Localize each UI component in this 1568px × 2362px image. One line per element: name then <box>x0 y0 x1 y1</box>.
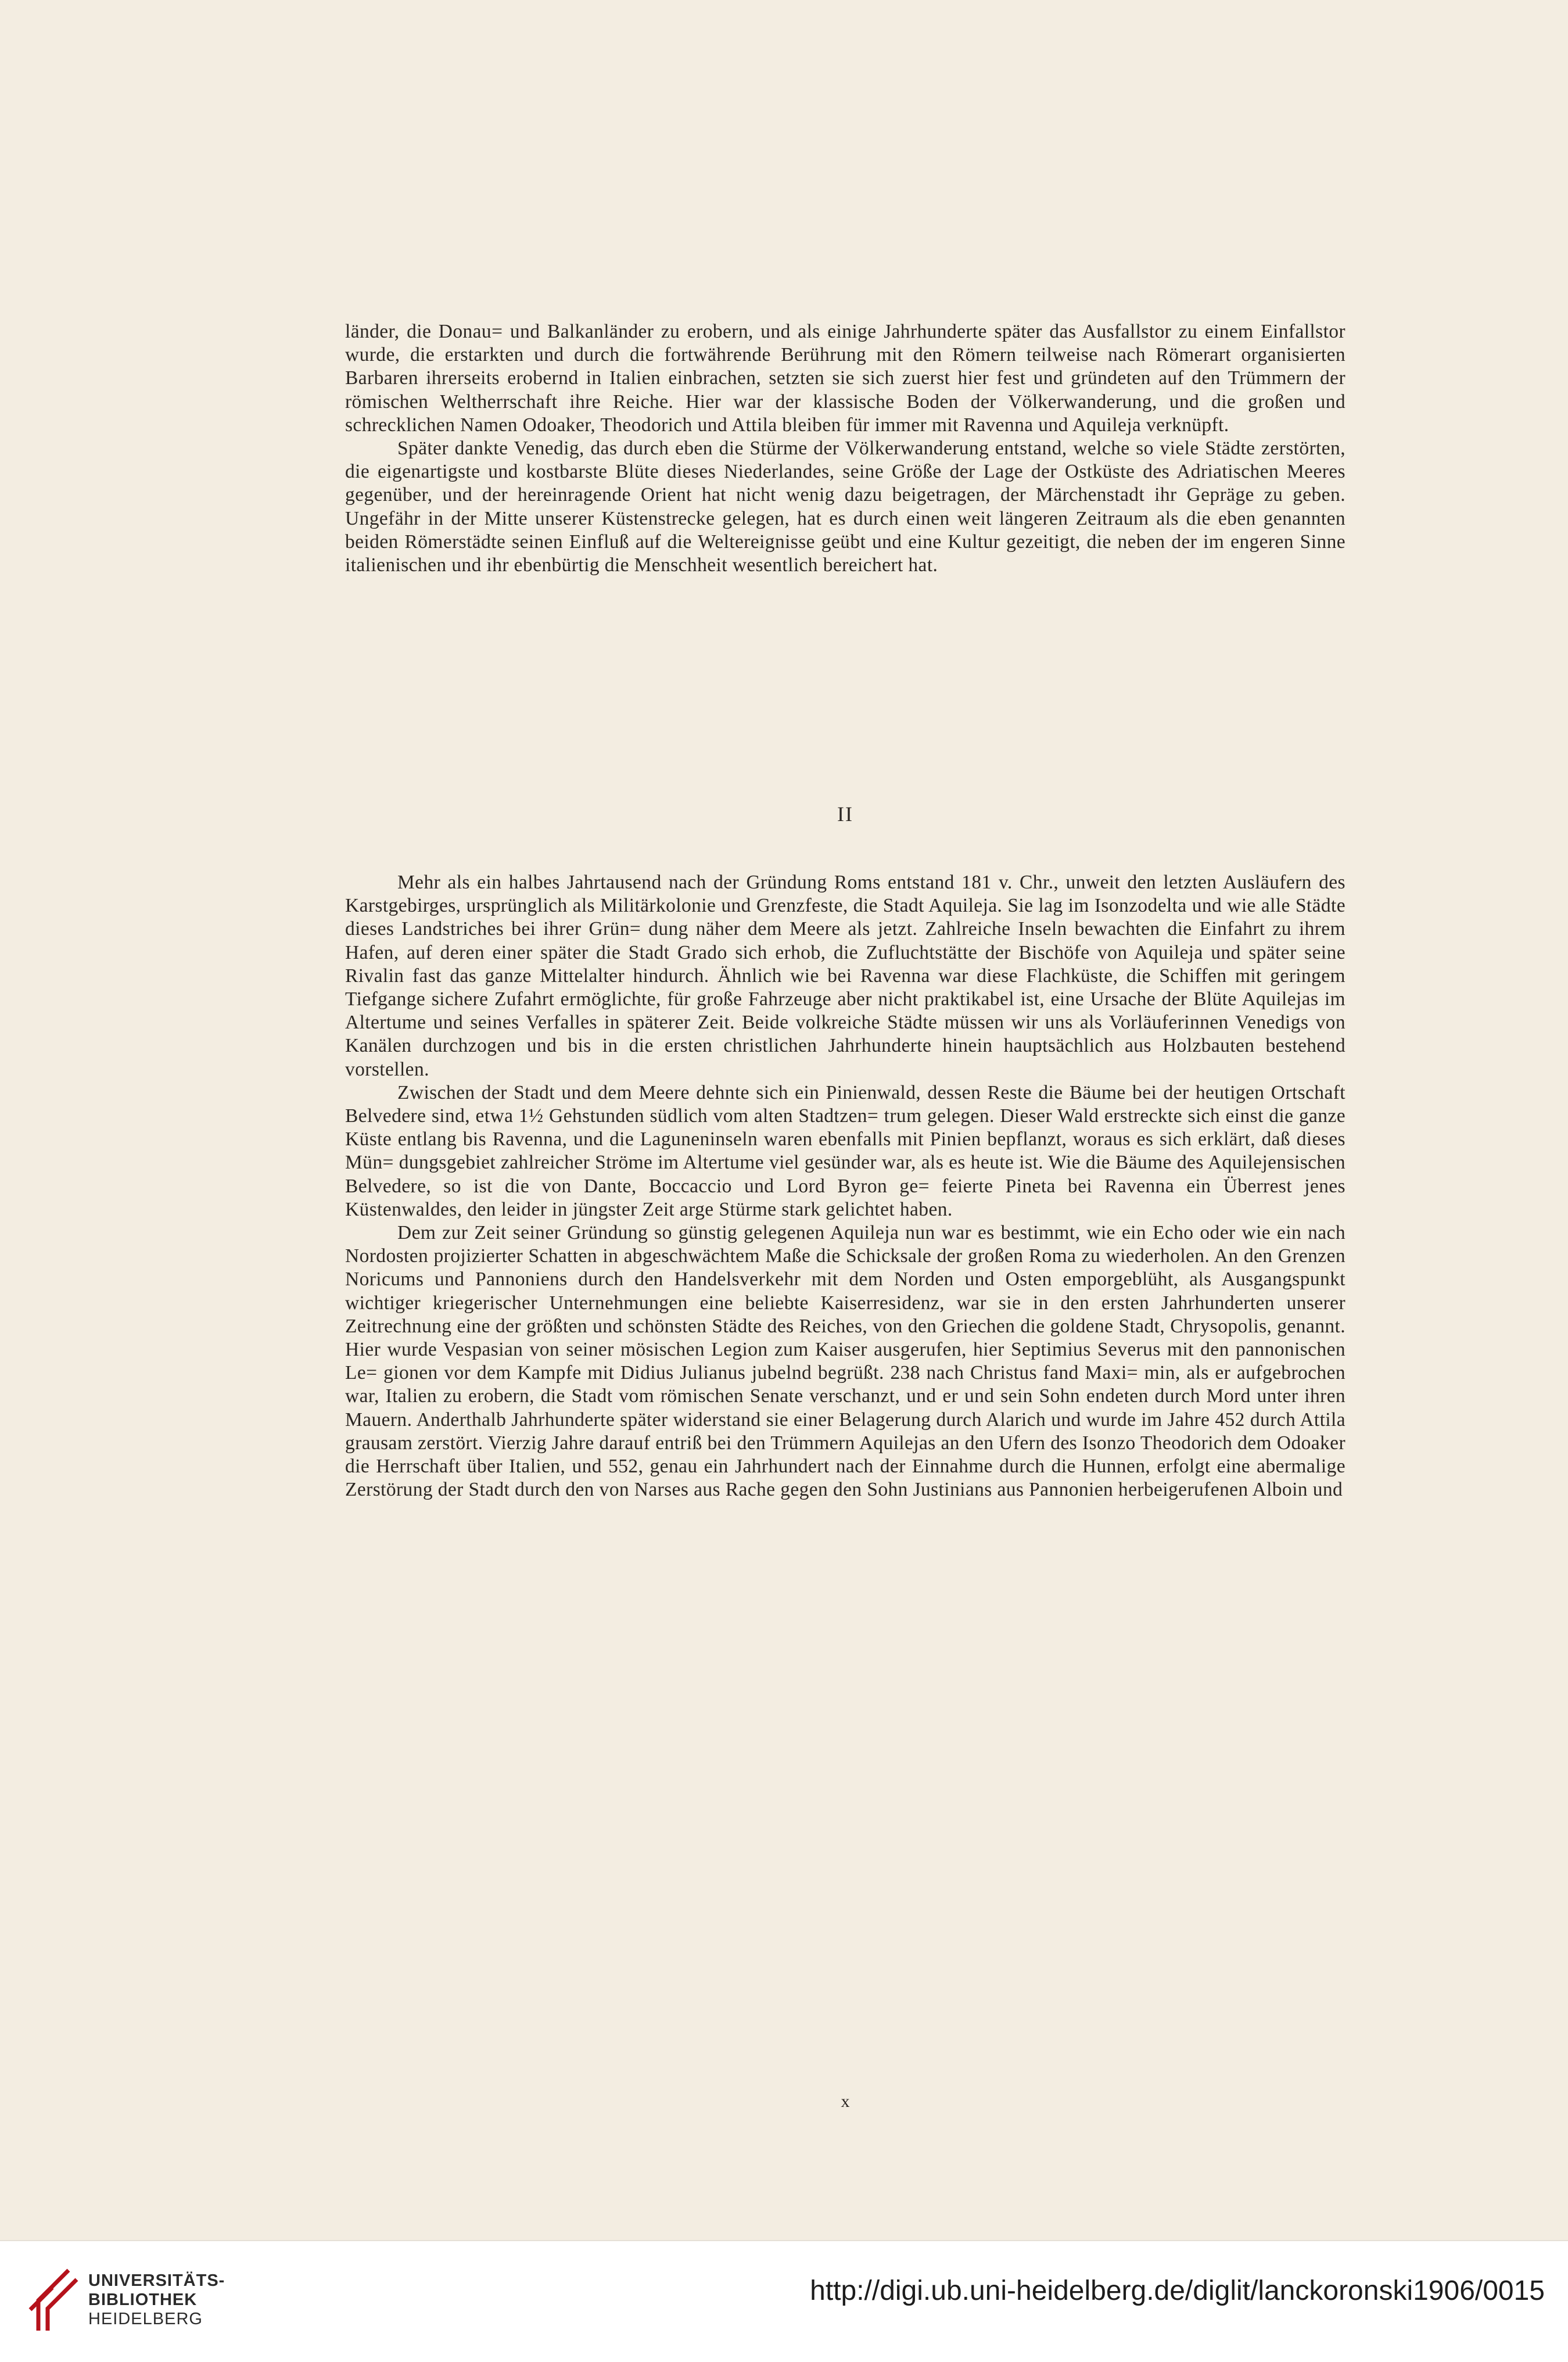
text-block-2 <box>345 871 1345 1501</box>
page-number: x <box>841 2092 850 2111</box>
ub-heidelberg-logo-icon <box>28 2267 79 2334</box>
library-name-line: UNIVERSITÄTS- <box>88 2271 225 2290</box>
paragraph: Dem zur Zeit seiner Gründung so günstig gelegenen Aquileja nun war es bestimmt, wie ein Echo oder wie ein nach Nordosten projizierter Schatten in abgeschwächtem Maße die Schicksale der großen Roma zu wiederholen. An den Grenzen Noricums und Pannoniens durch den Handelsverkehr mit dem Norden und Osten emporgeblüht, als Ausgangspunkt wichtiger kriegerischer Unternehmungen eine beliebte Kaiserresidenz, war sie in den ersten Jahrhunderten unserer Zeitrechnung eine der größten und schönsten Städte des Reiches, von den Griechen die goldene Stadt, Chrysopolis, genannt. Hier wurde Vespasian von seiner mösischen Legion zum Kaiser ausgerufen, hier Septimius Severus mit den pannonischen Le= gionen vor dem Kampfe mit Didius Julianus jubelnd begrüßt. 238 nach Christus fand Maxi= min, als er aufgebrochen war, Italien zu erobern, die Stadt vom römischen Senate verschanzt, und er und sein Sohn endeten durch Mord unter ihren Mauern. Anderthalb Jahrhunderte später widerstand sie einer Belagerung durch Alarich und wurde im Jahre 452 durch Attila grausam zerstört. Vierzig Jahre darauf entriß bei den Trümmern Aquilejas an den Ufern des Isonzo Theodorich dem Odoaker die Herrschaft über Italien, und 552, genau ein Jahrhundert nach der Einnahme durch die Hunnen, erfolgt eine abermalige Zerstörung der Stadt durch den von Narses aus Rache gegen den Sohn Justinians aus Pannonien herbeigerufenen Alboin und <box>345 1222 1345 1501</box>
paragraph: Später dankte Venedig, das durch eben die Stürme der Völkerwanderung entstand, welche so viele Städte zerstörten, die eigenartigste und kostbarste Blüte dieses Niederlandes, seine Größe der Lage der Ostküste des Adriatischen Meeres gegenüber, und der hereinragende Orient hat nicht wenig dazu beigetragen, der Märchenstadt ihr Gepräge zu geben. Ungefähr in der Mitte unserer Küstenstrecke gelegen, hat es durch einen weit längeren Zeitraum als die eben genannten beiden Römerstädte seinen Einfluß auf die Weltereignisse geübt und eine Kultur gezeitigt, die neben der im engeren Sinne italienischen und ihr ebenbürtig die Menschheit wesentlich bereichert hat. <box>345 438 1345 576</box>
text-block-1 <box>345 320 1345 577</box>
paragraph: Mehr als ein halbes Jahrtausend nach der Gründung Roms entstand 181 v. Chr., unweit den letzten Ausläufern des Karstgebirges, ursprünglich als Militärkolonie und Grenzfeste, die Stadt Aquileja. Sie lag im Isonzodelta und wie alle Städte dieses Landstriches bei ihrer Grün= dung näher dem Meere als jetzt. Zahlreiche Inseln bewachten die Einfahrt zu ihrem Hafen, auf deren einer später die Stadt Grado sich erhob, die Zufluchtstätte der Bischöfe von Aquileja und später seine Rivalin fast das ganze Mittelalter hindurch. Ähnlich wie bei Ravenna war diese Flachküste, die Schiffen mit geringem Tiefgange sichere Zufahrt ermöglichte, für große Fahrzeuge aber nicht praktikabel ist, eine Ursache der Blüte Aquilejas im Altertume und seines Verfalles in späterer Zeit. Beide volkreiche Städte müssen wir uns als Vorläuferinnen Venedigs von Kanälen durchzogen und bis in die ersten christlichen Jahrhunderte hinein hauptsächlich aus Holzbauten bestehend vorstellen. <box>345 872 1345 1080</box>
library-name-line: BIBLIOTHEK <box>88 2291 198 2309</box>
section-heading: II <box>837 802 853 826</box>
library-name-line: HEIDELBERG <box>88 2310 203 2328</box>
source-url[interactable]: http://digi.ub.uni-heidelberg.de/diglit/lanckoronski1906/0015 <box>810 2275 1545 2306</box>
library-name <box>88 2271 225 2329</box>
paragraph: länder, die Donau= und Balkanländer zu erobern, und als einige Jahrhunderte später das Ausfallstor zu einem Einfallstor wurde, die erstarkten und durch die fortwährende Berührung mit den Römern teilweise nach Römerart organisierten Barbaren ihrerseits erobernd in Italien einbrachen, setzten sie sich zuerst hier fest und gründeten auf den Trümmern der römischen Weltherrschaft ihre Reiche. Hier war der klassische Boden der Völkerwanderung, und die großen und schrecklichen Namen Odoaker, Theodorich und Attila bleiben für immer mit Ravenna und Aquileja verknüpft. <box>345 321 1345 436</box>
paragraph: Zwischen der Stadt und dem Meere dehnte sich ein Pinienwald, dessen Reste die Bäume bei der heutigen Ortschaft Belvedere sind, etwa 1½ Gehstunden südlich vom alten Stadtzen= trum gelegen. Dieser Wald erstreckte sich einst die ganze Küste entlang bis Ravenna, und die Laguneninseln waren ebenfalls mit Pinien bepflanzt, woraus es sich erklärt, daß dieses Mün= dungsgebiet zahlreicher Ströme im Altertume viel gesünder war, als es heute ist. Wie die Bäume des Aquilejensischen Belvedere, so ist die von Dante, Boccaccio und Lord Byron ge= feierte Pineta bei Ravenna ein Überrest jenes Küstenwaldes, den leider in jüngster Zeit arge Stürme stark gelichtet haben. <box>345 1081 1345 1220</box>
footer-bar <box>0 2240 1568 2362</box>
